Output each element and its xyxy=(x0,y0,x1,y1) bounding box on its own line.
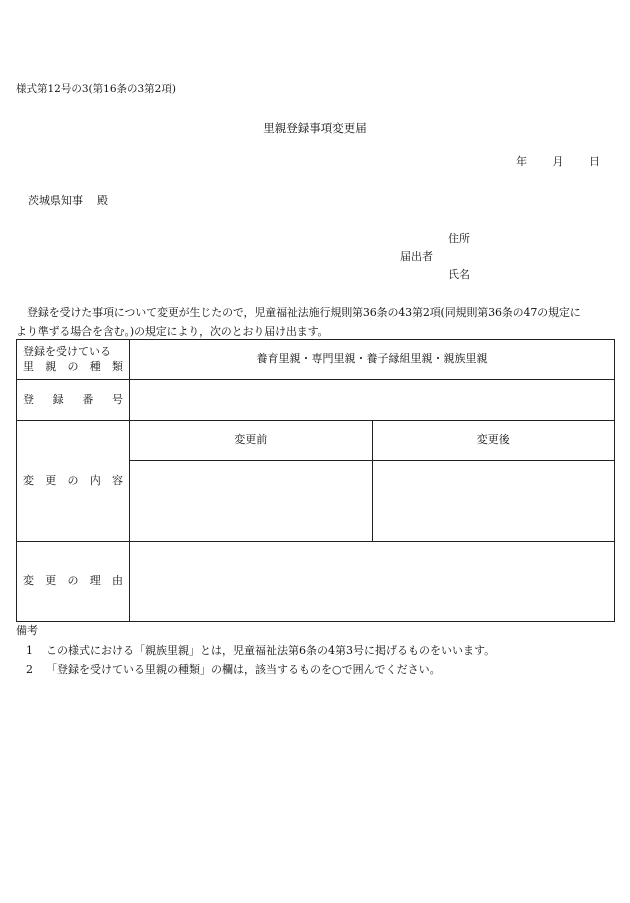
document-title: 里親登録事項変更届 xyxy=(263,121,367,135)
addressee-name: 茨城県知事 xyxy=(28,194,83,207)
body-line-2: より準ずる場合を含む。)の規定により，次のとおり届け出ます。 xyxy=(16,325,329,338)
label-char: 内 xyxy=(89,473,101,487)
after-change-header: 変更後 xyxy=(372,421,615,461)
form-number: 様式第12号の3(第16条の3第2項) xyxy=(16,83,176,95)
row-registration-number xyxy=(17,380,615,421)
note-text: 「登録を受けている里親の種類」の欄は，該当するものを○で囲んでください。 xyxy=(46,662,441,676)
body-paragraph xyxy=(16,303,616,341)
notes-section xyxy=(16,624,495,679)
foster-type-label-line1: 登録を受けている xyxy=(23,344,111,358)
label-char: 由 xyxy=(112,574,123,588)
addressee xyxy=(28,194,108,209)
date-day-label: 日 xyxy=(589,155,600,168)
row-change-reason xyxy=(17,542,615,622)
registration-number-field[interactable] xyxy=(130,380,615,421)
applicant-label: 届出者 xyxy=(400,250,433,263)
change-reason-field[interactable] xyxy=(130,542,615,622)
change-form-table xyxy=(16,339,615,622)
notes-heading: 備考 xyxy=(16,624,38,637)
label-char: 親 xyxy=(45,359,57,373)
label-char: 更 xyxy=(45,574,57,588)
change-reason-label xyxy=(17,542,130,622)
change-content-label xyxy=(17,421,130,542)
body-line-1: 登録を受けた事項について変更が生じたので，児童福祉法施行規則第36条の43第2項(同規則第36条の47の規定に xyxy=(27,306,581,319)
applicant-name-label: 氏名 xyxy=(448,268,470,281)
note-number: 2 xyxy=(26,662,33,676)
note-text: この様式における「親族里親」とは，児童福祉法第6条の4第3号に掲げるものをいいます。 xyxy=(46,643,496,657)
label-char: 種 xyxy=(89,359,101,373)
addressee-honorific: 殿 xyxy=(97,194,108,207)
applicant-address-label: 住所 xyxy=(448,232,470,245)
label-char: 更 xyxy=(45,473,57,487)
label-char: 容 xyxy=(112,473,123,487)
label-char: の xyxy=(67,574,79,588)
before-change-header: 変更前 xyxy=(130,421,373,461)
date-month-label: 月 xyxy=(552,155,564,168)
note-item xyxy=(26,660,495,679)
label-char: 類 xyxy=(112,359,123,373)
registration-number-label xyxy=(17,380,130,421)
label-char: 変 xyxy=(23,574,34,588)
after-change-field[interactable] xyxy=(372,461,615,542)
foster-type-label-cell xyxy=(17,340,130,380)
label-char: 登 xyxy=(23,392,34,406)
note-item xyxy=(26,641,495,660)
note-number: 1 xyxy=(26,643,33,657)
date-year-label: 年 xyxy=(516,155,527,168)
label-char: 里 xyxy=(23,359,34,373)
foster-type-label-line2 xyxy=(23,360,129,375)
label-char: 変 xyxy=(23,473,34,487)
label-char: 録 xyxy=(52,392,64,406)
date-line xyxy=(494,155,600,170)
row-change-header xyxy=(17,421,615,461)
label-char: 番 xyxy=(82,392,94,406)
row-foster-type xyxy=(17,340,615,380)
foster-type-options[interactable]: 養育里親・専門里親・養子縁組里親・親族里親 xyxy=(130,340,615,380)
label-char: の xyxy=(67,359,79,373)
label-char: 理 xyxy=(89,574,101,588)
label-char: の xyxy=(67,473,79,487)
before-change-field[interactable] xyxy=(130,461,373,542)
label-char: 号 xyxy=(111,392,123,406)
